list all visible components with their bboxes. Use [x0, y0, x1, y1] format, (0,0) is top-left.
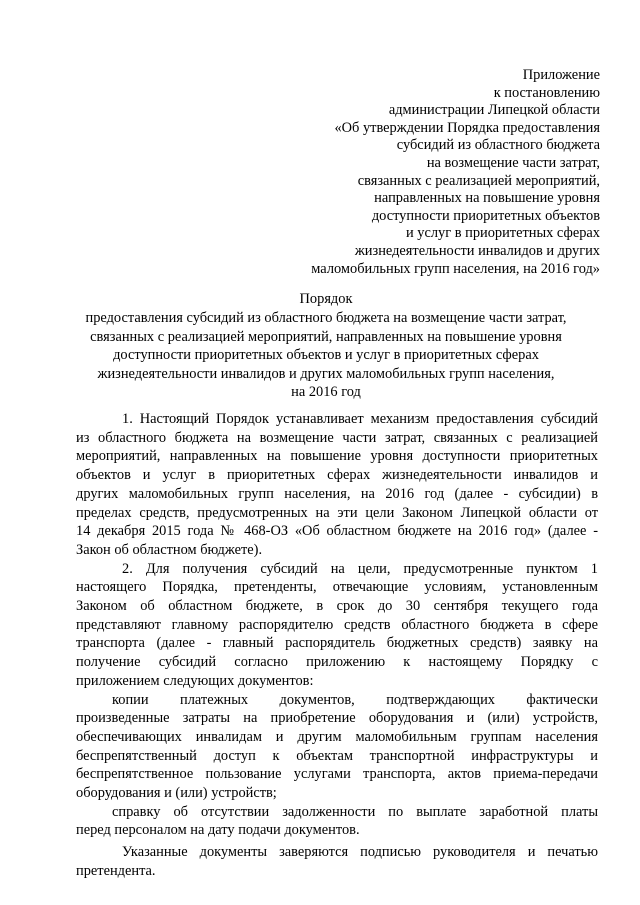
appendix-line: направленных на повышение уровня: [374, 190, 600, 207]
paragraph-1: [76, 410, 598, 560]
text-line: из областного бюджета на возмещение части затрат, связанных с реализацией: [76, 429, 598, 446]
text-line: 1. Настоящий Порядок устанавливает механизм предоставления субсидий: [122, 411, 598, 427]
appendix-line: жизнедеятельности инвалидов и других: [354, 242, 600, 259]
paragraph-2: [76, 560, 598, 691]
text-line: получение субсидий согласно приложению к настоящему Порядку с: [76, 654, 598, 671]
text-line: настоящего Порядка, претенденты, отвечающие условиям, установленным: [76, 579, 598, 596]
text-line: обеспечивающих инвалидам и другим маломобильным группам населения: [76, 728, 598, 745]
document-title-block: [76, 290, 576, 401]
document-body: [76, 410, 598, 881]
appendix-line: Приложение: [522, 67, 600, 83]
text-line: произведенные затраты на приобретение оборудования и (или) устройств,: [76, 710, 598, 727]
text-line: оборудования и (или) устройств;: [76, 785, 277, 802]
document-heading: Порядок: [299, 291, 353, 307]
subtitle-line: доступности приоритетных объектов и услуг в приоритетных сферах: [113, 347, 539, 364]
text-line: претендента.: [76, 862, 156, 879]
subtitle-line: связанных с реализацией мероприятий, направленных на повышение уровня: [90, 328, 562, 345]
text-line: справку об отсутствии задолженности по выплате заработной платы: [112, 803, 598, 820]
subtitle-line: предоставления субсидий из областного бюджета на возмещение части затрат,: [85, 310, 567, 327]
text-line: Законом об областном бюджете, в срок до 30 сентября текущего года: [76, 598, 598, 615]
appendix-line: к постановлению: [493, 84, 600, 101]
appendix-line: связанных с реализацией мероприятий,: [357, 172, 600, 189]
subtitle-line: на 2016 год: [291, 384, 361, 401]
appendix-line: субсидий из областного бюджета: [396, 137, 600, 154]
subtitle-line: жизнедеятельности инвалидов и других маломобильных групп населения,: [97, 365, 555, 382]
text-line: 2. Для получения субсидий на цели, предусмотренные пунктом 1: [122, 560, 598, 577]
text-line: перед персоналом на дату подачи документов.: [76, 822, 360, 839]
appendix-line: на возмещение части затрат,: [426, 154, 600, 171]
text-line: других маломобильных групп населения, на 2016 год (далее - субсидии) в: [76, 485, 598, 502]
text-line: объектов и услуг в приоритетных сферах жизнедеятельности инвалидов и: [76, 467, 598, 484]
text-line: представляют главному распорядителю средств областного бюджета в сфере: [76, 616, 598, 633]
text-line: копии платежных документов, подтверждающих фактически: [112, 691, 598, 708]
appendix-line: администрации Липецкой области: [388, 102, 600, 119]
text-line: мероприятий, направленных на повышение уровня доступности приоритетных: [76, 448, 598, 465]
text-line: беспрепятственный доступ к объектам транспортной инфраструктуры и: [76, 747, 598, 764]
document-subtitle: [76, 309, 576, 401]
text-line: пределах средств, предусмотренных на эти цели Законом Липецкой области от: [76, 504, 598, 521]
paragraph-3: [76, 691, 598, 803]
text-line: Закон об областном бюджете).: [76, 541, 263, 558]
text-line: транспорта (далее - главный распорядитель бюджетных средств) заявку на: [76, 635, 598, 652]
paragraph-5: [76, 843, 598, 880]
appendix-line: и услуг в приоритетных сферах: [405, 225, 600, 242]
appendix-line: «Об утверждении Порядка предоставления: [334, 119, 600, 136]
appendix-header: [170, 67, 600, 278]
text-line: Указанные документы заверяются подписью руководителя и печатью: [122, 844, 598, 861]
paragraph-4: [76, 803, 598, 840]
text-line: 14 декабря 2015 года № 468-ОЗ «Об областном бюджете на 2016 год» (далее -: [76, 523, 598, 540]
appendix-line: маломобильных групп населения, на 2016 год»: [311, 260, 600, 277]
text-line: беспрепятственное пользование услугами транспорта, актов приема-передачи: [76, 766, 598, 783]
text-line: приложением следующих документов:: [76, 672, 314, 689]
appendix-line: доступности приоритетных объектов: [371, 207, 600, 224]
